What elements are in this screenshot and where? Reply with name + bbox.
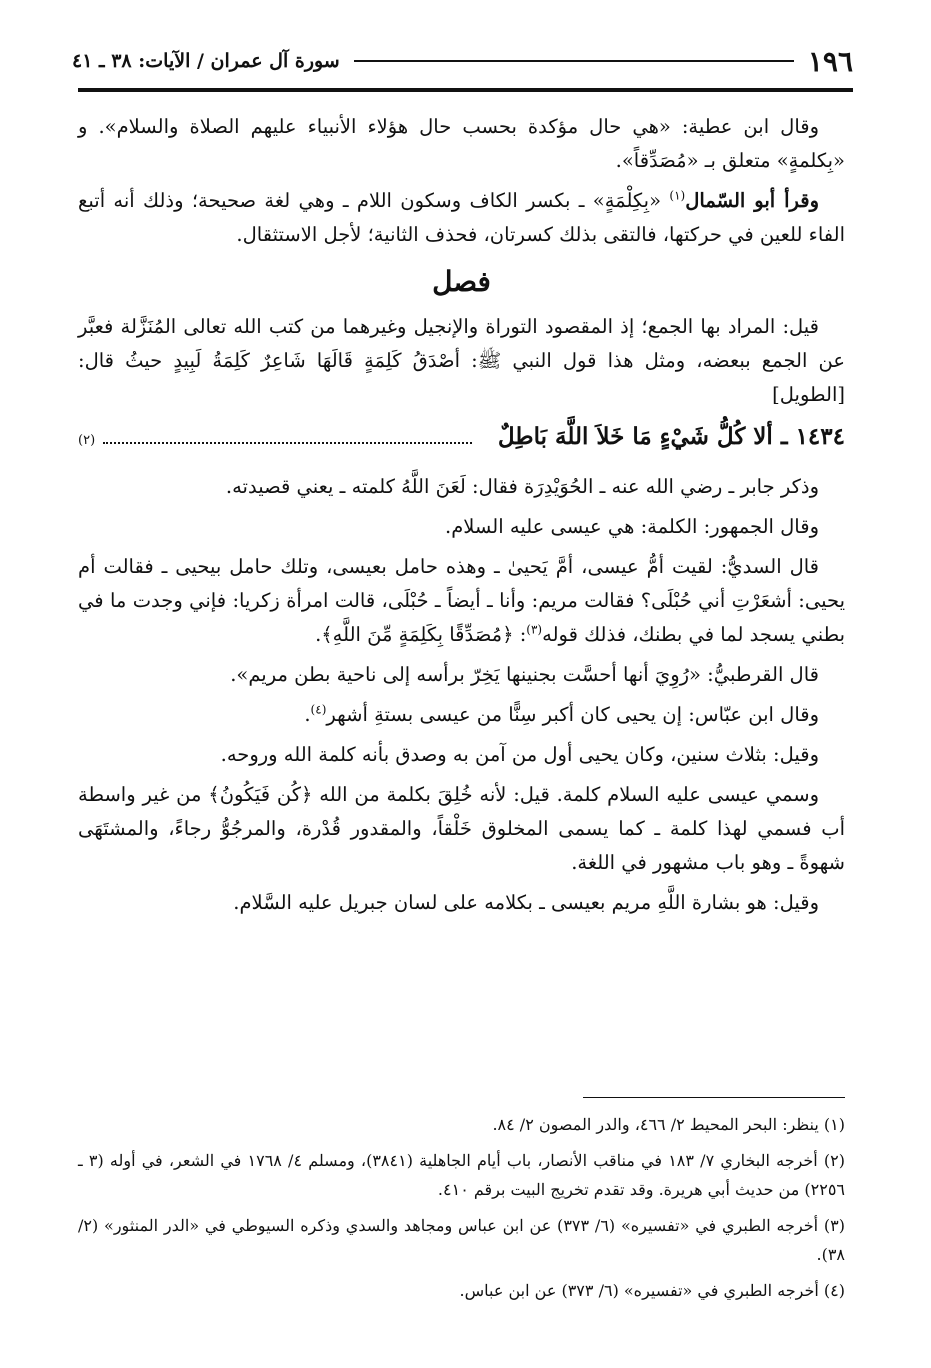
- main-text: [78, 110, 845, 926]
- header-rule: [78, 88, 853, 92]
- paragraph-text: «بِكِلْمَةٍ» ـ بكسر الكاف وسكون اللام ـ وهي لغة صحيحة؛ وذلك أنه أتبع الفاء للعين في حركتها، فالتقى بذلك كسرتان، فحذف الثانية؛ لأجل الاستثقال.: [78, 189, 845, 246]
- reader-name: وقرأ أبو السّمال: [685, 189, 819, 212]
- quran-quote: : ﴿مُصَدِّقًا بِكَلِمَةٍ مِّنَ اللَّهِ﴾.: [315, 623, 527, 646]
- footnote-separator: [583, 1097, 845, 1098]
- footnote: (١) ينظر: البحر المحيط ٢/ ٤٦٦، والدر المصون ٢/ ٨٤.: [492, 1115, 845, 1134]
- footnote: (٤) أخرجه الطبري في «تفسيره» (٦/ ٣٧٣) عن ابن عباس.: [459, 1281, 845, 1300]
- paragraph: وقال ابن عطية: «هي حال مؤكدة بحسب حال هؤلاء الأنبياء عليهم الصلاة والسلام». و «بِكلمةٍ» متعلق بـ «مُصَدِّقاً».: [78, 115, 845, 172]
- paragraph: وقيل: بثلاث سنين، وكان يحيى أول من آمن به وصدق بأنه كلمة الله وروحه.: [220, 743, 819, 766]
- paragraph-text: وقال ابن عبّاس: إن يحيى كان أكبر سِنًّا من عيسى بستةِ أشهر: [326, 703, 819, 726]
- footnote-ref: (٢): [78, 433, 96, 448]
- poetry-verse: [78, 418, 845, 460]
- paragraph-end: .: [304, 703, 311, 726]
- footnote-ref: (١): [669, 188, 686, 203]
- paragraph: وقيل: هو بشارة اللَّهِ مريم بعيسى ـ بكلامه على لسان جبريل عليه السَّلام.: [233, 891, 819, 914]
- paragraph: [78, 550, 845, 652]
- header-dash: [354, 60, 794, 62]
- footnote: (٣) أخرجه الطبري في «تفسيره» (٦/ ٣٧٣) عن ابن عباس ومجاهد والسدي وذكره السيوطي في «الدر المنثور» (٢/ ٣٨).: [78, 1216, 846, 1264]
- footnotes: [78, 1110, 845, 1312]
- paragraph: وقال الجمهور: الكلمة: هي عيسى عليه السلام.: [445, 515, 819, 538]
- verse-text: ١٤٣٤ ـ ألا كُلُّ شَيْءٍ مَا خَلاَ اللَّهَ بَاطِلٌ: [497, 423, 845, 450]
- footnote-ref: (٣): [526, 622, 543, 637]
- footnote-ref: (٤): [310, 702, 327, 717]
- page-number: ١٩٦: [807, 44, 853, 78]
- paragraph: قيل: المراد بها الجمع؛ إذ المقصود التوراة والإنجيل وغيرهما من كتب الله تعالى المُنَزَّلة فعبَّر عن الجمع ببعضه، ومثل هذا قول النبي ﷺ: أصْدَقُ كَلِمَةٍ قَالَهَا شَاعِرٌ كَلِمَةُ لَبِيدٍ حيثُ قال: [الطويل]: [78, 315, 845, 406]
- running-header: [72, 38, 853, 84]
- paragraph: قال القرطبيُّ: «رُوِيَ أنها أحسَّت بجنينها يَخِرّ برأسه إلى ناحية بطن مريم».: [230, 663, 819, 686]
- header-title: سورة آل عمران / الآيات: ٣٨ ـ ٤١: [72, 50, 340, 72]
- paragraph: [78, 184, 845, 252]
- paragraph-text: قال السديُّ: لقيت أمُّ عيسى، أمَّ يَحيىٰ ـ وهذه حامل بعيسى، وتلك حامل بيحيى ـ فقالت أم يحيى: أشعَرْتِ أني حُبْلَى؟ فقالت مريم: وأنا ـ أيضاً ـ حُبْلَى، قالت امرأة زكريا: فإني وجدت ما في بطني يسجد لما في بطنك، فذلك قوله: [78, 555, 845, 646]
- section-heading: فصل: [432, 265, 491, 298]
- paragraph: وذكر جابر ـ رضي الله عنه ـ الحُوَيْدِرَة فقال: لَعَنَ اللَّهُ كلمته ـ يعني قصيدته.: [225, 475, 819, 498]
- paragraph: [78, 698, 845, 732]
- paragraph: وسمي عيسى عليه السلام كلمة. قيل: لأنه خُلِقَ بكلمة من الله ﴿كُن فَيَكُونُ﴾ من غير واسطة أب فسمي لهذا كلمة ـ كما يسمى المخلوق خَلْقاً، والمقدور قُدْرة، والمرجُوُّ رجاءً، والمشتَهَى شهوةً ـ وهو باب مشهور في اللغة.: [78, 783, 845, 874]
- footnote: (٢) أخرجه البخاري ٧/ ١٨٣ في مناقب الأنصار، باب أيام الجاهلية (٣٨٤١)، ومسلم ٤/ ١٧٦٨ في الشعر، في أوله (٣ ـ ٢٢٥٦) من حديث أبي هريرة. وقد تقدم تخريج البيت برقم ٤١٠.: [78, 1151, 846, 1199]
- verse-dots: [103, 441, 472, 444]
